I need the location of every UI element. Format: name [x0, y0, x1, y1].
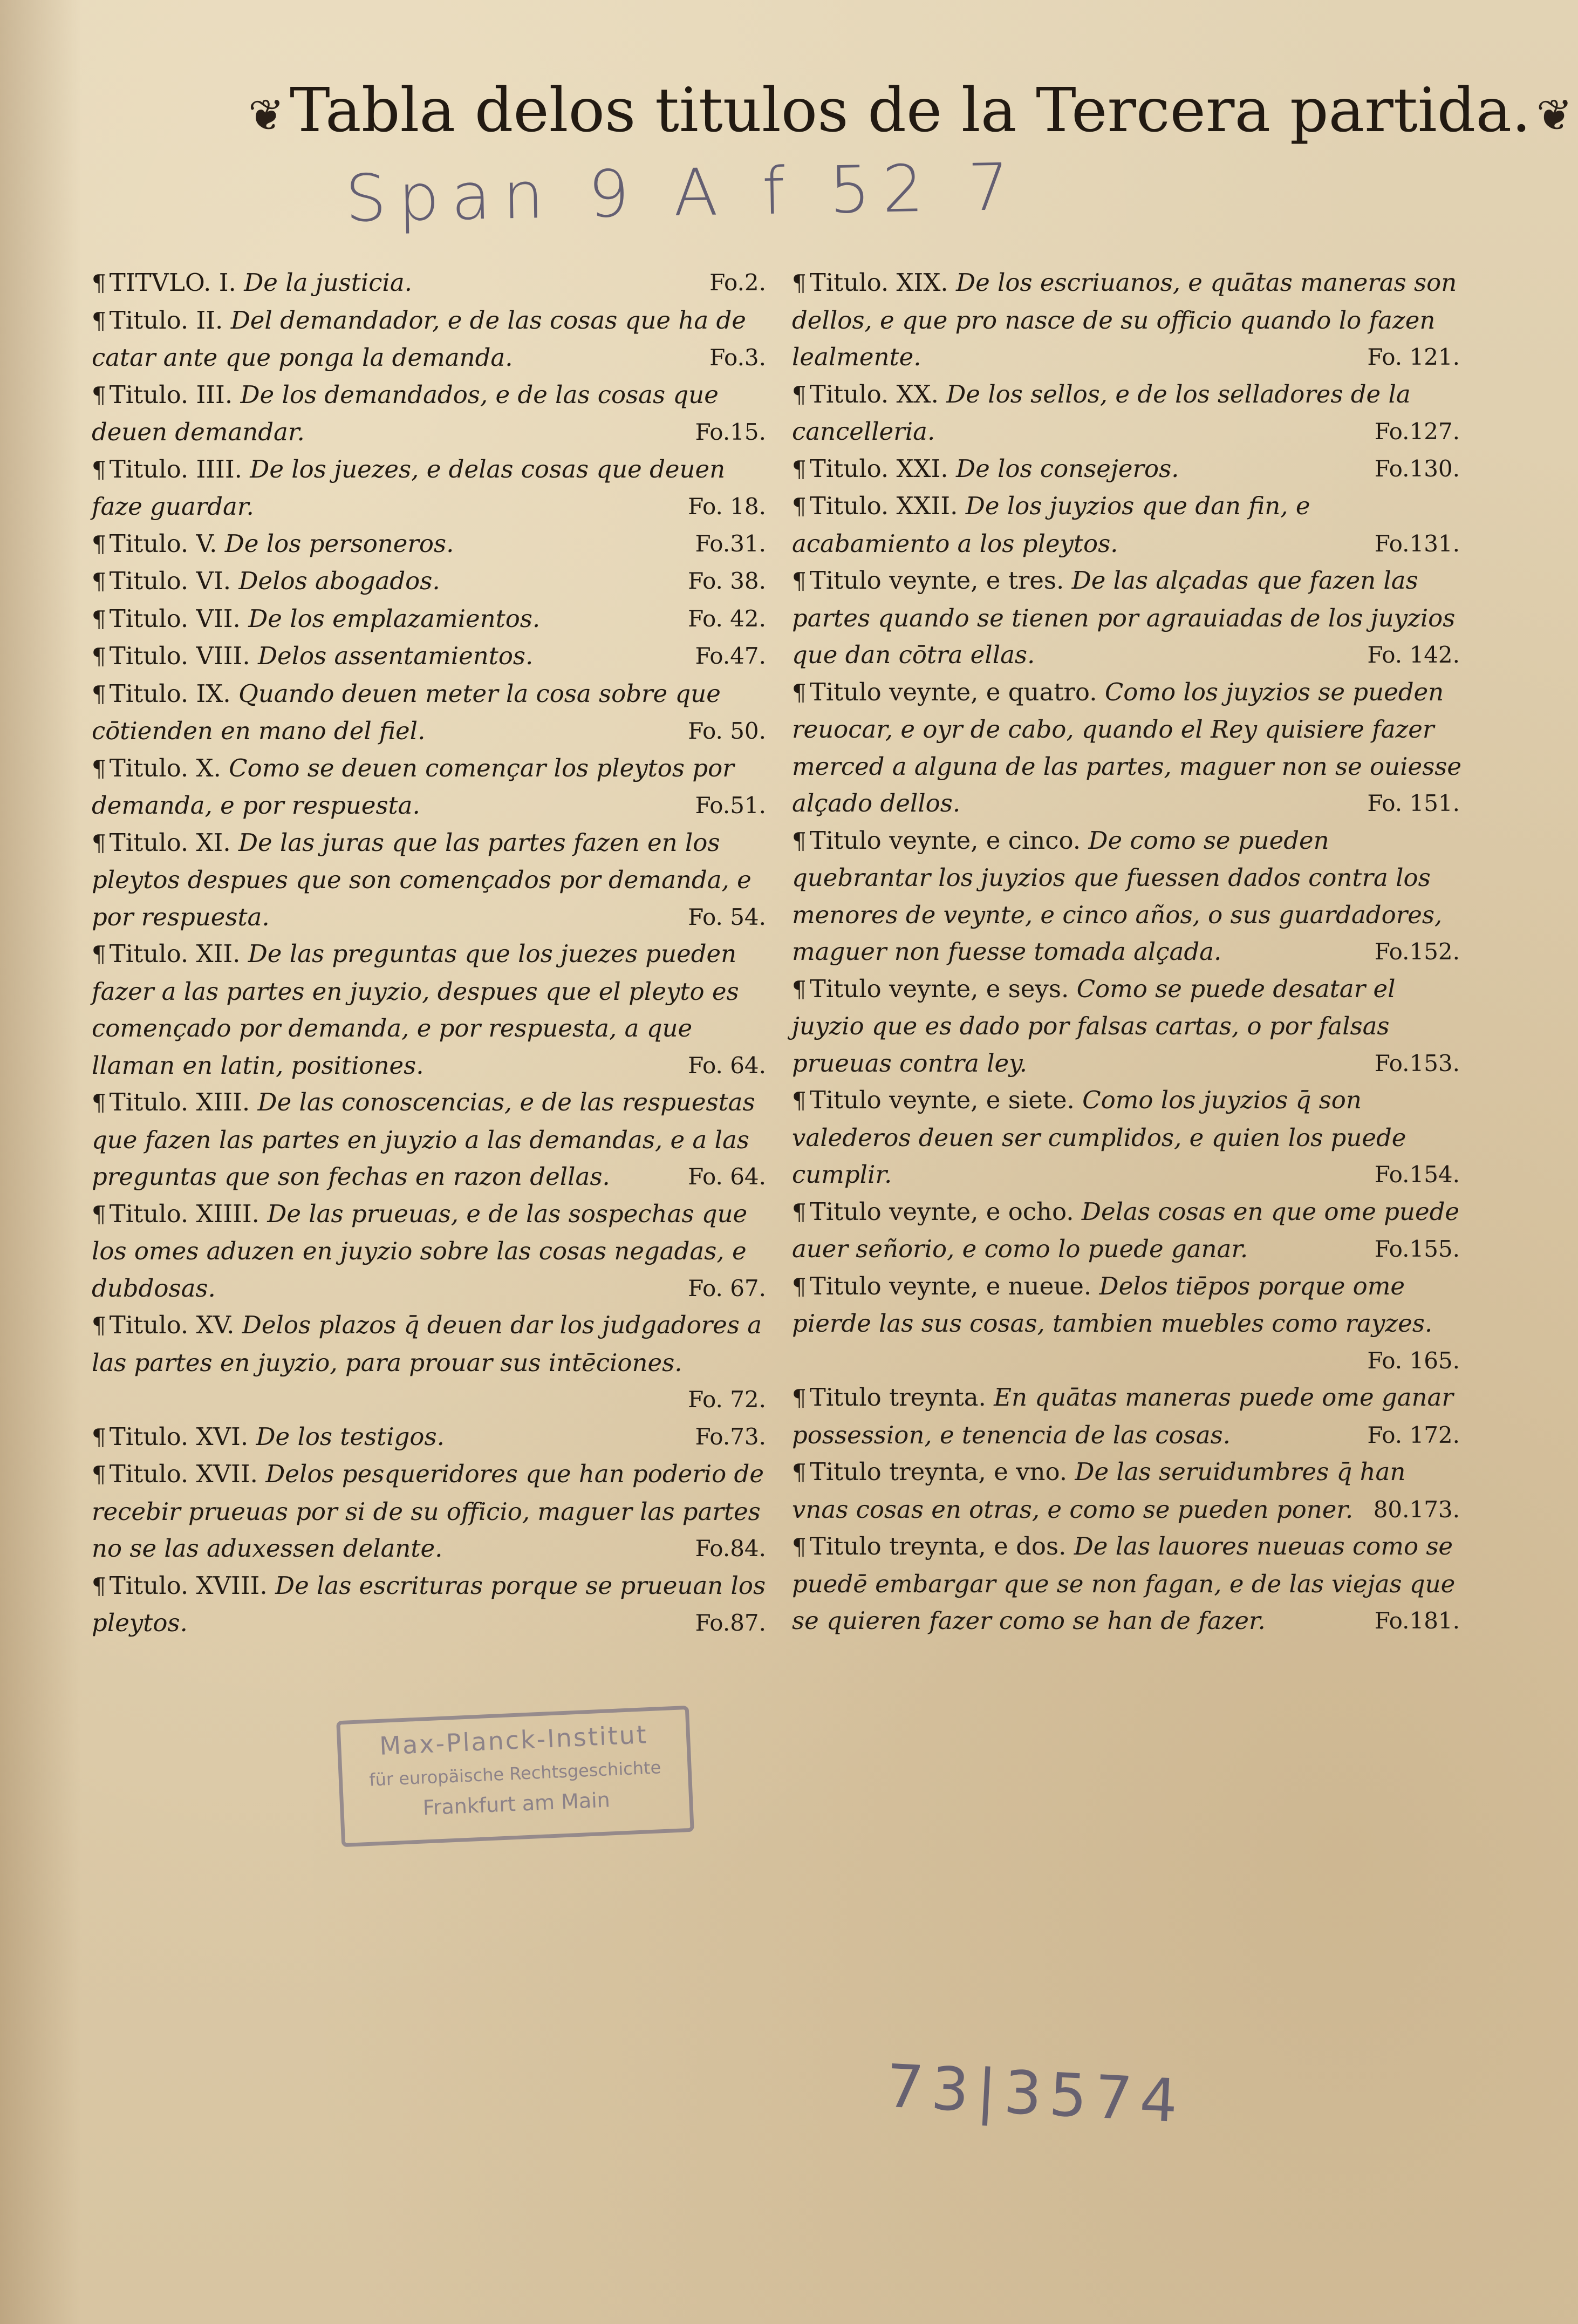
- entry-heading: Titulo. VII.: [109, 604, 241, 633]
- entry-heading: Titulo. IIII.: [109, 454, 242, 483]
- entry-folio: Fo.2.: [709, 269, 766, 296]
- entry-text: De las prueuas, e de las sospechas que los omes aduzen en juyzio sobre las cosas negadas, e dubdosas.: [92, 1199, 748, 1303]
- entry-text: Delos assentamientos.: [257, 642, 534, 670]
- entry-text: Delos plazos q̄ deuen dar los judgadores a las partes en juyzio, para prouar sus intēciones.: [92, 1311, 762, 1377]
- toc-entry: [92, 1419, 771, 1456]
- right-column: [792, 264, 1465, 1640]
- toc-entry: [92, 1567, 771, 1642]
- pilcrow-icon: ¶: [792, 381, 807, 408]
- entry-folio: Fo.127.: [1374, 418, 1460, 445]
- toc-entry: [92, 936, 771, 1084]
- entry-text: De los juezes, e delas cosas que deuen faze guardar.: [92, 454, 726, 521]
- entry-heading: Titulo. XIII.: [109, 1088, 250, 1116]
- entry-heading: Titulo. VIII.: [109, 642, 250, 670]
- entry-text: En quātas maneras puede ome ganar possession, e tenencia de las cosas.: [792, 1383, 1453, 1449]
- entry-text: Delos abogados.: [238, 567, 440, 595]
- library-stamp: [336, 1706, 694, 1847]
- toc-entry: [792, 264, 1465, 376]
- toc-entry: [92, 302, 771, 377]
- fleuron-icon: ❦: [1536, 90, 1573, 140]
- toc-entry: [92, 451, 771, 526]
- pilcrow-icon: ¶: [792, 270, 807, 296]
- entry-heading: Titulo. VI.: [109, 567, 231, 595]
- entry-text: De los emplazamientos.: [248, 604, 541, 633]
- entry-folio: Fo.130.: [1374, 455, 1460, 482]
- entry-text: De las escrituras porque se prueuan los pleytos.: [92, 1571, 766, 1637]
- entry-folio: Fo.51.: [695, 792, 766, 819]
- toc-entry: [92, 824, 771, 936]
- entry-heading: Titulo veynte, e tres.: [809, 566, 1064, 595]
- entry-folio: Fo. 121.: [1367, 344, 1460, 370]
- entry-heading: Titulo. XIX.: [809, 268, 948, 297]
- entry-folio: Fo.155.: [1374, 1236, 1460, 1262]
- entry-heading: Titulo. IX.: [109, 679, 231, 708]
- title-text: Tabla delos titulos de la Tercera partida.: [290, 76, 1531, 146]
- toc-entry: [92, 750, 771, 824]
- entry-text: De los personeros.: [224, 529, 454, 558]
- entry-heading: Titulo veynte, e quatro.: [809, 677, 1097, 706]
- entry-folio: Fo.15.: [695, 419, 766, 445]
- toc-entry: [792, 1379, 1465, 1454]
- toc-entry: [92, 1456, 771, 1567]
- page-edge-shadow: [0, 0, 81, 2324]
- entry-text: Como se puede desatar el juyzio que es dado por falsas cartas, o por falsas prueuas contra ley.: [792, 974, 1396, 1078]
- pilcrow-icon: ¶: [92, 1572, 106, 1599]
- toc-entry: [792, 1268, 1465, 1380]
- entry-folio: 80.173.: [1373, 1496, 1460, 1523]
- entry-text: Quando deuen meter la cosa sobre que cōtienden en mano del fiel.: [92, 679, 721, 745]
- pilcrow-icon: ¶: [792, 1273, 807, 1300]
- toc-entry: [92, 1307, 771, 1419]
- stamp-line-3: Frankfurt am Main: [422, 1788, 611, 1820]
- toc-entry: [92, 601, 771, 638]
- entry-text: De las preguntas que los juezes pueden fazer a las partes en juyzio, despues que el pleyto es començado por demanda, e por respuesta, a que llaman en latin, positiones.: [92, 939, 739, 1080]
- entry-folio: Fo. 54.: [688, 903, 766, 930]
- entry-folio: Fo.154.: [1374, 1161, 1460, 1188]
- entry-heading: Titulo. II.: [109, 305, 223, 335]
- pilcrow-icon: ¶: [792, 455, 807, 482]
- toc-entry: [92, 638, 771, 676]
- pilcrow-icon: ¶: [92, 307, 106, 334]
- entry-text: Como los juyzios q̄ son valederos deuen ser cumplidos, e quien los puede cumplir.: [792, 1086, 1406, 1189]
- entry-text: Como se deuen començar los pleytos por demanda, e por respuesta.: [92, 753, 734, 820]
- entry-text: De las juras que las partes fazen en los pleytos despues que son començados por demanda, e por respuesta.: [92, 828, 752, 931]
- toc-entry: [792, 488, 1465, 562]
- pilcrow-icon: ¶: [792, 1087, 807, 1114]
- entry-text: Delos pesqueridores que han poderio de recebir prueuas por si de su officio, maguer las partes no se las aduxessen delante.: [92, 1460, 764, 1563]
- entry-heading: Titulo treynta, e vno.: [809, 1457, 1068, 1486]
- entry-text: Delos tiēpos porque ome pierde las sus cosas, tambien muebles como rayzes.: [792, 1271, 1433, 1338]
- entry-text: De las conoscencias, e de las respuestas que fazen las partes en juyzio a las demandas, e a las preguntas que son fechas en razon dellas.: [92, 1088, 755, 1191]
- pilcrow-icon: ¶: [92, 1461, 106, 1488]
- stamp-line-2: für europäische Rechtsgeschichte: [368, 1757, 661, 1790]
- pilcrow-icon: ¶: [792, 827, 807, 854]
- toc-entry: [792, 822, 1465, 971]
- entry-heading: Titulo treynta.: [809, 1383, 986, 1412]
- entry-folio: Fo. 18.: [688, 493, 766, 520]
- pilcrow-icon: ¶: [792, 493, 807, 520]
- pilcrow-icon: ¶: [792, 679, 807, 706]
- toc-entry: [792, 1454, 1465, 1528]
- entry-text: De los escriuanos, e quātas maneras son dellos, e que pro nasce de su officio quando lo fazen lealmente.: [792, 268, 1457, 371]
- entry-heading: TITVLO. I.: [109, 268, 236, 297]
- toc-entry: [792, 1194, 1465, 1268]
- entry-text: De las lauores nueuas como se puedē embargar que se non fagan, e de las viejas que se quieren fazer como se han de fazer.: [792, 1532, 1456, 1635]
- pilcrow-icon: ¶: [92, 456, 106, 483]
- pilcrow-icon: ¶: [792, 1459, 807, 1485]
- pilcrow-icon: ¶: [792, 568, 807, 594]
- entry-heading: Titulo veynte, e ocho.: [809, 1197, 1074, 1226]
- entry-text: De los consejeros.: [955, 454, 1179, 483]
- entry-text: De los demandados, e de las cosas que deuen demandar.: [92, 380, 719, 446]
- toc-entry: [92, 676, 771, 750]
- pilcrow-icon: ¶: [792, 976, 807, 1003]
- entry-text: De los juyzios que dan fin, e acabamiento a los pleytos.: [792, 492, 1310, 558]
- entry-heading: Titulo. XII.: [109, 939, 241, 968]
- entry-heading: Titulo veynte, e seys.: [809, 974, 1069, 1003]
- entry-text: De los sellos, e de los selladores de la cancelleria.: [792, 379, 1411, 446]
- toc-entry: [792, 674, 1465, 822]
- entry-folio: Fo. 64.: [688, 1163, 766, 1190]
- entry-text: Del demandador, e de las cosas que ha de catar ante que ponga la demanda.: [92, 305, 746, 372]
- pilcrow-icon: ¶: [92, 1312, 106, 1339]
- pilcrow-icon: ¶: [92, 530, 106, 557]
- entry-folio: Fo.153.: [1374, 1049, 1460, 1076]
- pilcrow-icon: ¶: [792, 1534, 807, 1560]
- handwritten-call-number: Span 9 A f 52 7: [344, 149, 1022, 237]
- entry-heading: Titulo. V.: [109, 529, 217, 558]
- entry-heading: Titulo. III.: [109, 380, 233, 409]
- entry-folio: Fo. 172.: [1367, 1421, 1460, 1448]
- entry-heading: Titulo veynte, e siete.: [809, 1086, 1075, 1114]
- pilcrow-icon: ¶: [92, 1201, 106, 1228]
- toc-entry: [792, 1528, 1465, 1640]
- entry-heading: Titulo. X.: [109, 753, 221, 782]
- toc-entry: [92, 264, 771, 302]
- left-column: [92, 264, 771, 1642]
- entry-folio: Fo. 165.: [1367, 1347, 1460, 1374]
- entry-folio: Fo.152.: [1374, 938, 1460, 965]
- entry-text: Como los juyzios se pueden reuocar, e oyr de cabo, quando el Rey quisiere fazer merced a alguna de las partes, maguer non se ouiesse alçado dellos.: [792, 677, 1461, 817]
- pilcrow-icon: ¶: [92, 643, 106, 670]
- pilcrow-icon: ¶: [792, 1198, 807, 1225]
- pilcrow-icon: ¶: [92, 381, 106, 408]
- toc-entry: [92, 563, 771, 601]
- toc-entry: [792, 451, 1465, 488]
- entry-folio: Fo.131.: [1374, 530, 1460, 557]
- pilcrow-icon: ¶: [92, 755, 106, 782]
- pilcrow-icon: ¶: [92, 1089, 106, 1116]
- entry-heading: Titulo. XI.: [109, 828, 231, 857]
- toc-entry: [792, 376, 1465, 451]
- pilcrow-icon: ¶: [92, 605, 106, 632]
- entry-folio: Fo. 142.: [1367, 642, 1460, 668]
- entry-heading: Titulo. XV.: [109, 1311, 235, 1339]
- toc-entry: [92, 526, 771, 563]
- entry-text: De la justicia.: [244, 268, 412, 297]
- fleuron-icon: ❦: [248, 90, 285, 140]
- entry-folio: Fo.87.: [695, 1610, 766, 1636]
- toc-entry: [92, 1196, 771, 1307]
- entry-heading: Titulo. XXII.: [809, 492, 958, 520]
- pilcrow-icon: ¶: [92, 829, 106, 856]
- entry-folio: Fo.31.: [695, 530, 766, 557]
- entry-text: Delas cosas en que ome puede auer señorio, e como lo puede ganar.: [792, 1197, 1460, 1263]
- page-title: [243, 70, 1573, 151]
- entry-folio: Fo.3.: [709, 344, 766, 371]
- entry-folio: Fo. 151.: [1367, 790, 1460, 816]
- pilcrow-icon: ¶: [92, 941, 106, 967]
- entry-text: De como se pueden quebrantar los juyzios que fuessen dados contra los menores de veynte, e cinco años, o sus guardadores, maguer non fuesse tomada alçada.: [792, 826, 1443, 966]
- handwritten-shelf-note: 73|3574: [884, 2051, 1187, 2136]
- pilcrow-icon: ¶: [92, 680, 106, 707]
- entry-heading: Titulo. XIIII.: [109, 1199, 259, 1228]
- pilcrow-icon: ¶: [792, 1385, 807, 1411]
- entry-folio: Fo. 38.: [688, 568, 766, 594]
- toc-entry: [792, 971, 1465, 1082]
- toc-entry: [92, 1084, 771, 1196]
- entry-heading: Titulo veynte, e nueue.: [809, 1271, 1092, 1300]
- entry-folio: Fo.181.: [1374, 1607, 1460, 1634]
- entry-heading: Titulo. XVII.: [109, 1460, 258, 1488]
- entry-heading: Titulo. XX.: [809, 379, 939, 408]
- toc-entry: [792, 1082, 1465, 1194]
- toc-entry: [792, 562, 1465, 674]
- entry-text: De las alçadas que fazen las partes quando se tienen por agrauiadas de los juyzios que dan cōtra ellas.: [792, 566, 1456, 669]
- pilcrow-icon: ¶: [92, 270, 106, 296]
- entry-heading: Titulo. XVI.: [109, 1422, 249, 1451]
- entry-folio: Fo.84.: [695, 1535, 766, 1562]
- entry-folio: Fo.47.: [695, 643, 766, 669]
- entry-folio: Fo. 50.: [688, 718, 766, 744]
- entry-heading: Titulo treynta, e dos.: [809, 1532, 1067, 1560]
- entry-heading: Titulo. XVIII.: [109, 1571, 268, 1600]
- toc-entry: [92, 377, 771, 451]
- pilcrow-icon: ¶: [92, 1423, 106, 1450]
- entry-text: De las seruidumbres q̄ han vnas cosas en otras, e como se pueden poner.: [792, 1457, 1406, 1524]
- entry-heading: Titulo. XXI.: [809, 454, 948, 483]
- entry-folio: Fo.73.: [695, 1423, 766, 1450]
- entry-heading: Titulo veynte, e cinco.: [809, 826, 1081, 855]
- entry-folio: Fo. 42.: [688, 605, 766, 632]
- pilcrow-icon: ¶: [92, 568, 106, 595]
- entry-folio: Fo. 67.: [688, 1275, 766, 1301]
- entry-folio: Fo. 64.: [688, 1052, 766, 1079]
- entry-text: De los testigos.: [256, 1422, 445, 1451]
- entry-folio: Fo. 72.: [688, 1386, 766, 1413]
- stamp-line-1: Max-Planck-Institut: [379, 1720, 648, 1761]
